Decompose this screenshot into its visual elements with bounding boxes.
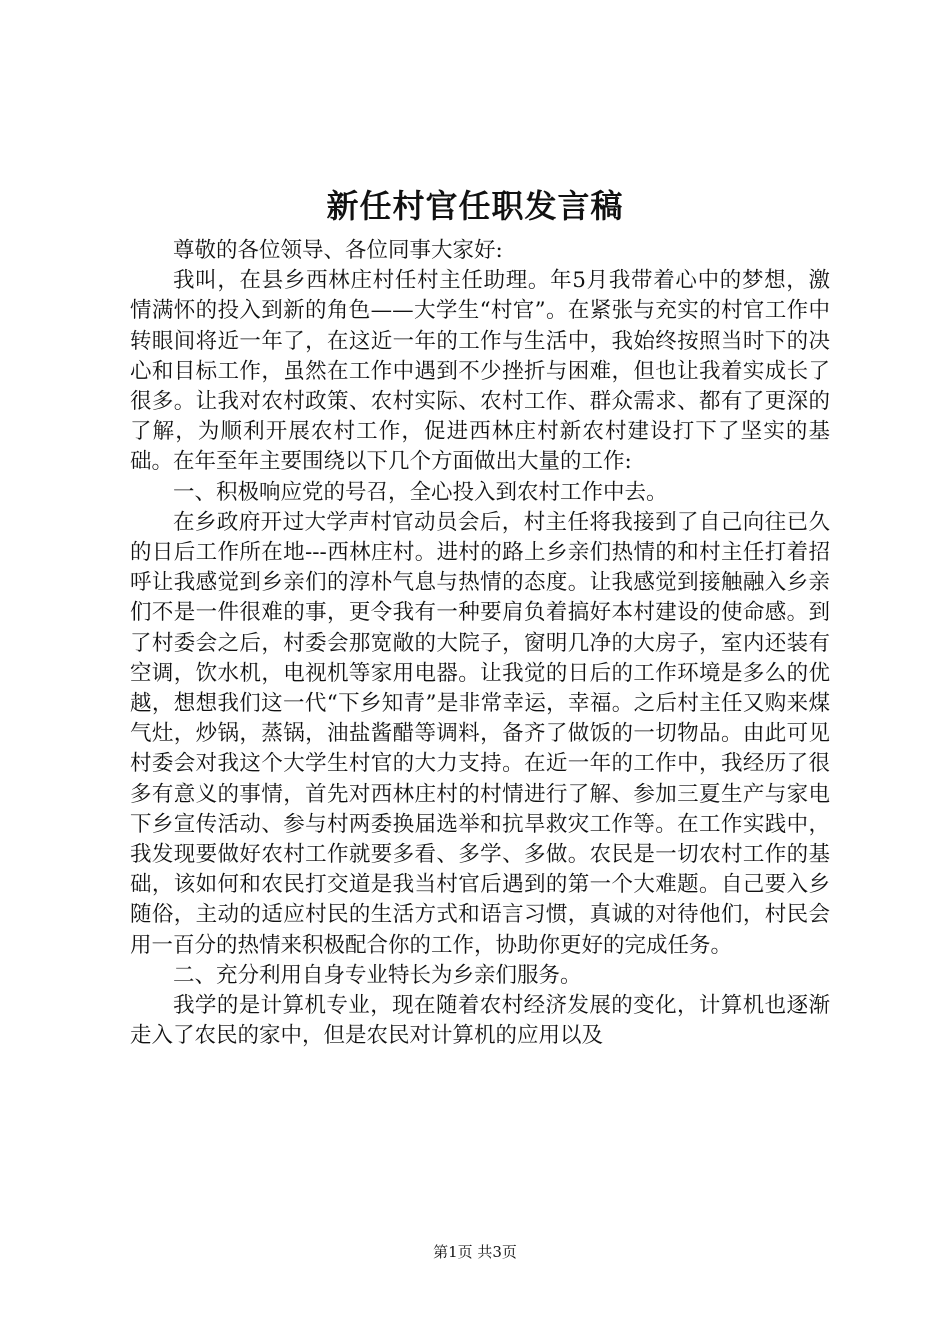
document-title: 新任村官任职发言稿 <box>326 187 624 225</box>
document-body <box>130 236 830 1051</box>
salutation-paragraph: 尊敬的各位领导、各位同事大家好: <box>173 238 503 263</box>
intro-paragraph: 我叫，在县乡西林庄村任村主任助理。年5月我带着心中的梦想，激情满怀的投入到新的角色——大学生“村官”。在紧张与充实的村官工作中转眼间将近一年了，在这近一年的工作与生活中，我始终按照当时下的决心和目标工作，虽然在工作中遇到不少挫折与困难，但也让我着实成长了很多。让我对农村政策、农村实际、农村工作、群众需求、都有了更深的了解，为顺利开展农村工作，促进西林庄村新农村建设打下了坚实的基础。在年至年主要围绕以下几个方面做出大量的工作: <box>130 268 830 475</box>
section-1-paragraph: 在乡政府开过大学声村官动员会后，村主任将我接到了自己向往已久的日后工作所在地---西林庄村。进村的路上乡亲们热情的和村主任打着招呼让我感觉到乡亲们的淳朴气息与热情的态度。让我感觉到接触融入乡亲们不是一件很难的事，更令我有一种要肩负着搞好本村建设的使命感。到了村委会之后，村委会那宽敞的大院子，窗明几净的大房子，室内还装有空调，饮水机，电视机等家用电器。让我觉的日后的工作环境是多么的优越，想想我们这一代“下乡知青”是非常幸运，幸福。之后村主任又购来煤气灶，炒锅，蒸锅，油盐酱醋等调料，备齐了做饭的一切物品。由此可见村委会对我这个大学生村官的大力支持。在近一年的工作中，我经历了很多有意义的事情，首先对西林庄村的村情进行了解、参加三夏生产与家电下乡宣传活动、参与村两委换届选举和抗旱救灾工作等。在工作实践中，我发现要做好农村工作就要多看、多学、多做。农民是一切农村工作的基础，该如何和农民打交道是我当村官后遇到的第一个大难题。自己要入乡随俗，主动的适应村民的生活方式和语言习惯，真诚的对待他们，村民会用一百分的热情来积极配合你的工作，协助你更好的完成任务。 <box>130 509 830 958</box>
section-heading-1: 一、积极响应党的号召，全心投入到农村工作中去。 <box>173 479 668 505</box>
page-number-footer: 第1页 共3页 <box>433 1243 517 1261</box>
section-heading-2: 二、充分利用自身专业特长为乡亲们服务。 <box>173 962 582 988</box>
section-2-paragraph: 我学的是计算机专业，现在随着农村经济发展的变化，计算机也逐渐走入了农民的家中，但是农民对计算机的应用以及 <box>130 993 830 1049</box>
